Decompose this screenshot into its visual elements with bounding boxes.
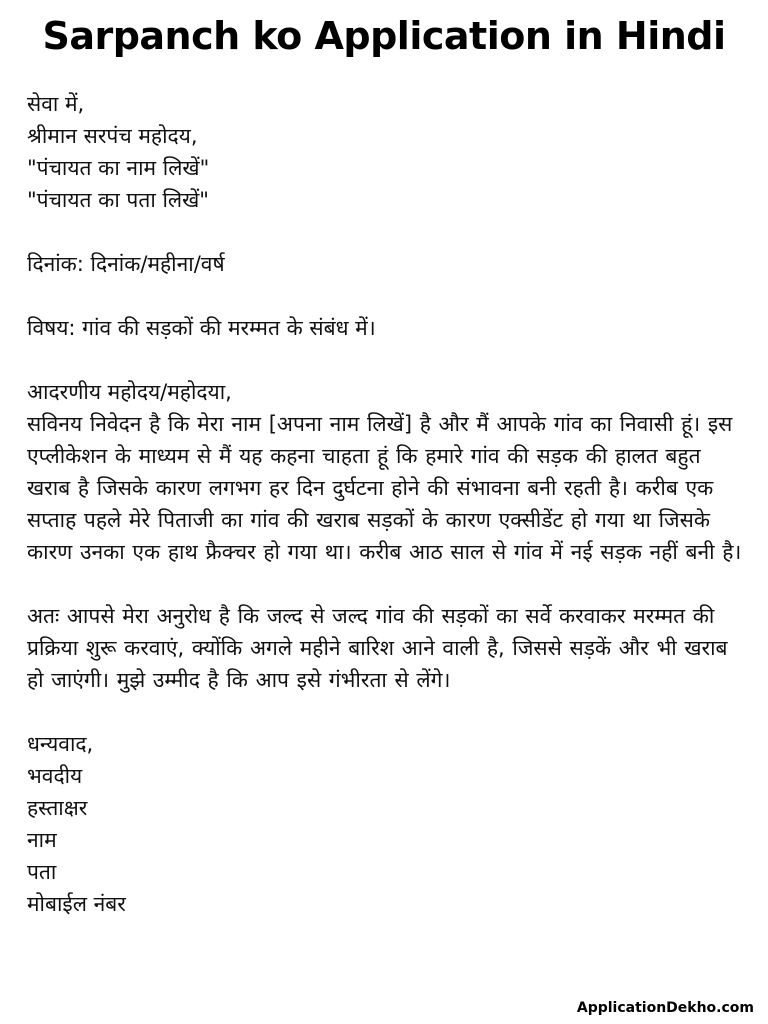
closing-name: नाम (27, 828, 57, 852)
letter-body (27, 88, 747, 920)
closing-thanks: धन्यवाद, (27, 732, 94, 756)
spacer (27, 344, 747, 376)
spacer (27, 696, 747, 728)
page-title: Sarpanch ko Application in Hindi (42, 14, 726, 58)
spacer (27, 280, 747, 312)
closing-yours: भवदीय (27, 764, 83, 788)
body-paragraph-1: सविनय निवेदन है कि मेरा नाम [अपना नाम लिखें] है और मैं आपके गांव का निवासी हूं। इस एप्लीकेशन के माध्यम से मैं यह कहना चाहता हूं कि हमारे गांव की सड़क की हालत बहुत खराब है जिसके कारण लगभग हर दिन दुर्घटना होने की संभावना बनी रहती है। करीब एक सप्ताह पहले मेरे पिताजी का गांव की खराब सड़कों के कारण एक्सीडेंट हो गया था जिसके कारण उनका एक हाथ फ्रैक्चर हो गया था। करीब आठ साल से गांव में नई सड़क नहीं बनी है। (27, 412, 742, 564)
panchayat-name-line: "पंचायत का नाम लिखें" (27, 156, 210, 180)
closing-mobile: मोबाईल नंबर (27, 892, 126, 916)
date-line: दिनांक: दिनांक/महीना/वर्ष (27, 252, 225, 276)
salutation-to: सेवा में, (27, 92, 85, 116)
closing-signature: हस्ताक्षर (27, 796, 88, 820)
recipient-line: श्रीमान सरपंच महोदय, (27, 124, 198, 148)
footer-brand: ApplicationDekho.com (576, 1000, 754, 1016)
closing-address: पता (27, 860, 57, 884)
greeting-line: आदरणीय महोदय/महोदया, (27, 380, 232, 404)
subject-line: विषय: गांव की सड़कों की मरम्मत के संबंध में। (27, 316, 376, 340)
body-paragraph-2: अतः आपसे मेरा अनुरोध है कि जल्द से जल्द गांव की सड़कों का सर्वे करवाकर मरम्मत की प्रक्रिया शुरू करवाएं, क्योंकि अगले महीने बारिश आने वाली है, जिससे सड़कें और भी खराब हो जाएंगी। मुझे उम्मीद है कि आप इसे गंभीरता से लेंगे। (27, 604, 728, 692)
panchayat-address-line: "पंचायत का पता लिखें" (27, 188, 209, 212)
spacer (27, 568, 747, 600)
spacer (27, 216, 747, 248)
